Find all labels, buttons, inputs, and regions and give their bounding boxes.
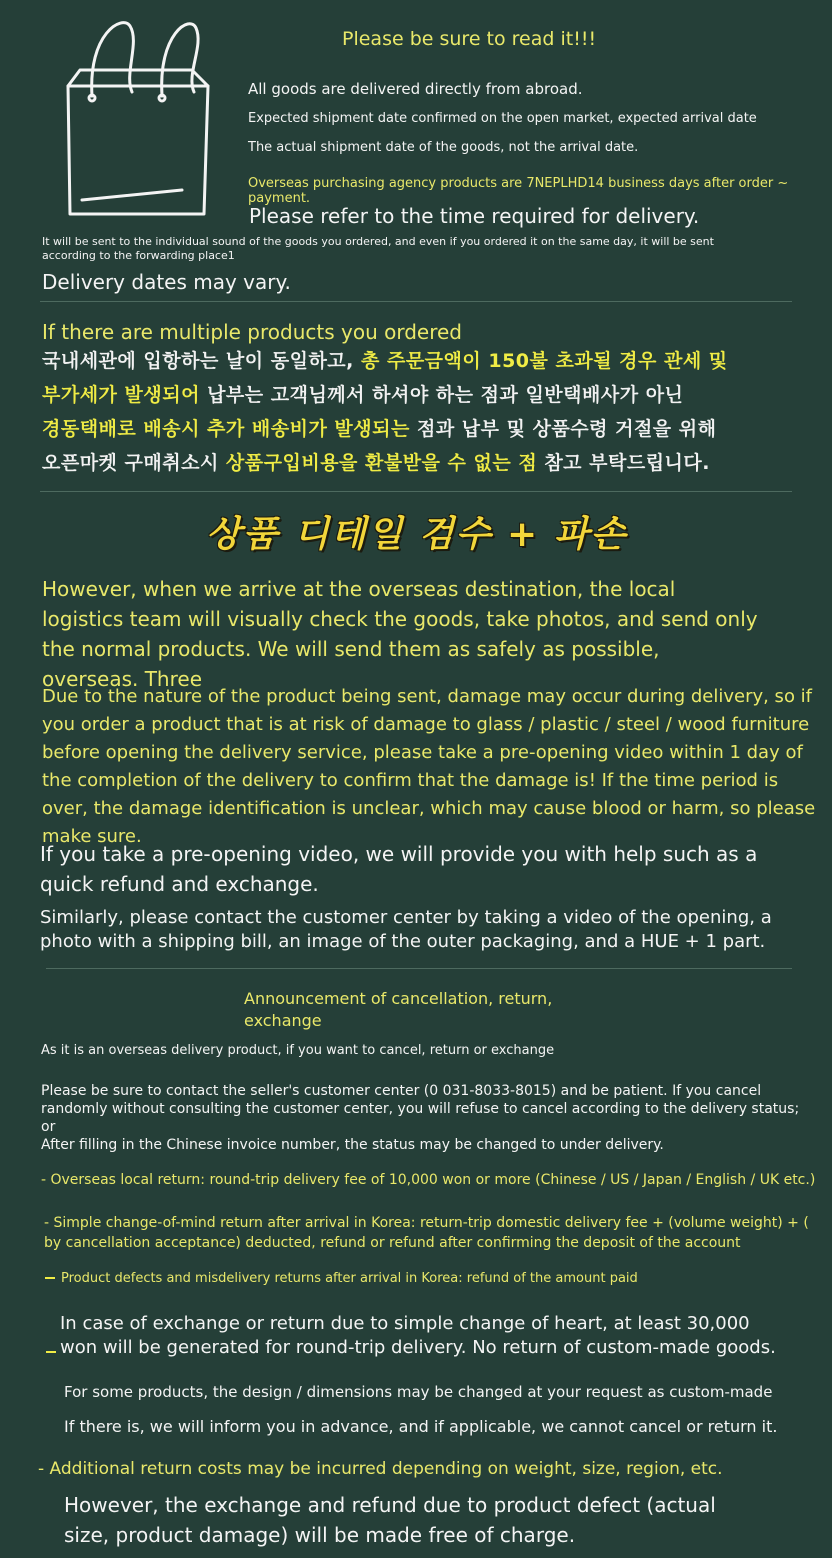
korean-text: 오픈마켓 구매취소시 xyxy=(42,452,226,474)
dash-bullet xyxy=(46,1351,56,1353)
korean-text: 납부는 고객님께서 하셔야 하는 점과 일반택배사가 아닌 xyxy=(199,384,684,406)
read-notice-title: Please be sure to read it!!! xyxy=(342,28,597,50)
korean-text: 점과 납부 및 상품수령 거절을 위해 xyxy=(409,418,717,440)
cancel-line: As it is an overseas delivery product, if you want to cancel, return or exchange xyxy=(41,1043,555,1058)
cancel-line: Please be sure to contact the seller's customer center (0 031-8033-8015) and be patient. If you cancel randomly without consulting the customer center, you will refuse to cancel according to the delivery status; or xyxy=(41,1083,800,1135)
cancel-line: For some products, the design / dimensions may be changed at your request as custom-made xyxy=(64,1383,773,1401)
cancel-heading: Announcement of cancellation, return, exchange xyxy=(244,989,553,1030)
cancel-line: - Simple change-of-mind return after arrival in Korea: return-trip domestic delivery fee + (volume weight) + ( by cancellation acceptance) deducted, refund or refund after confirming the deposit of the account xyxy=(44,1215,809,1251)
video-paragraph: If you take a pre-opening video, we will provide you with help such as a quick refund and exchange. xyxy=(40,842,758,896)
divider xyxy=(46,968,792,969)
notice-line: Delivery dates may vary. xyxy=(42,270,291,294)
korean-text: 국내세관에 입항하는 날이 동일하고, xyxy=(42,350,361,372)
notice-line: The actual shipment date of the goods, not the arrival date. xyxy=(248,140,639,155)
shopping-bag-icon xyxy=(62,14,212,218)
cancel-line: In case of exchange or return due to simple change of heart, at least 30,000 won will be generated for round-trip delivery. No return of custom-made goods. xyxy=(60,1313,776,1358)
cancel-line: After filling in the Chinese invoice number, the status may be changed to under delivery. xyxy=(41,1137,664,1153)
korean-highlight: 경동택배로 배송시 추가 배송비가 발생되는 xyxy=(42,418,410,440)
notice-line: Expected shipment date confirmed on the open market, expected arrival date xyxy=(248,111,757,126)
divider xyxy=(40,301,792,302)
cancel-line: - Overseas local return: round-trip delivery fee of 10,000 won or more (Chinese / US / Japan / English / UK etc.) xyxy=(41,1172,816,1188)
korean-highlight: 총 주문금액이 150불 초과될 경우 관세 및 xyxy=(361,350,728,372)
notice-line: Please refer to the time required for delivery. xyxy=(249,204,700,228)
dash-bullet xyxy=(45,1277,55,1279)
korean-notice xyxy=(42,344,822,480)
notice-line: All goods are delivered directly from abroad. xyxy=(248,80,583,98)
cancel-line: - Additional return costs may be incurred depending on weight, size, region, etc. xyxy=(38,1459,723,1479)
contact-paragraph: Similarly, please contact the customer center by taking a video of the opening, a photo with a shipping bill, an image of the outer packaging, and a HUE + 1 part. xyxy=(40,907,772,952)
korean-highlight: 부가세가 발생되어 xyxy=(42,384,200,406)
cancel-line: However, the exchange and refund due to product defect (actual size, product damage) will be made free of charge. xyxy=(64,1493,716,1547)
inspection-headline: 상품 디테일 검수 + 파손 xyxy=(206,514,628,555)
inspection-paragraph: However, when we arrive at the overseas destination, the local logistics team will visually check the goods, take photos, and send only the normal products. We will send them as safely as possible, overseas. Three xyxy=(42,577,758,691)
notice-line: It will be sent to the individual sound of the goods you ordered, and even if you ordered it on the same day, it will be sent according to the forwarding place1 xyxy=(42,235,714,262)
korean-text: 참고 부탁드립니다. xyxy=(537,452,710,474)
cancel-line: If there is, we will inform you in advance, and if applicable, we cannot cancel or return it. xyxy=(64,1417,778,1436)
korean-highlight: 상품구입비용을 환불받을 수 없는 점 xyxy=(225,452,538,474)
notice-line: Overseas purchasing agency products are 7NEPLHD14 business days after order ~ payment. xyxy=(248,176,789,206)
divider xyxy=(40,491,792,492)
damage-paragraph: Due to the nature of the product being sent, damage may occur during delivery, so if you order a product that is at risk of damage to glass / plastic / steel / wood furniture before opening the delivery service, please take a pre-opening video within 1 day of the completion of the delivery to confirm that the damage is! If the time period is over, the damage identification is unclear, which may cause blood or harm, so please make sure. xyxy=(42,686,816,847)
multi-heading: If there are multiple products you ordered xyxy=(42,320,462,344)
cancel-line: Product defects and misdelivery returns after arrival in Korea: refund of the amount paid xyxy=(61,1271,638,1286)
